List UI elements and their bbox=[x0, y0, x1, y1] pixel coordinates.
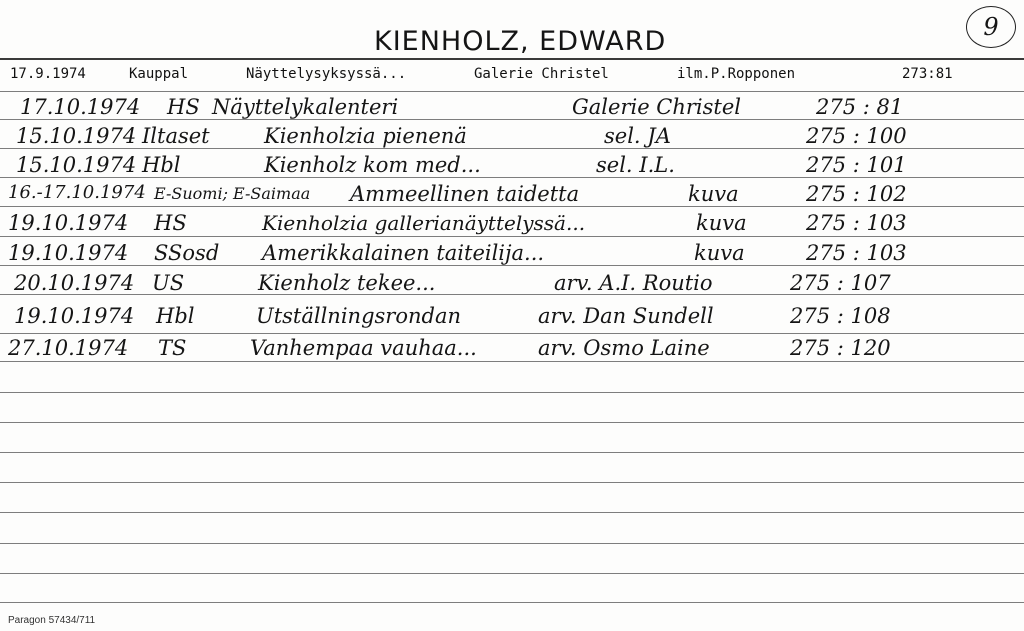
entry-date: 19.10.1974 bbox=[14, 304, 135, 328]
ruled-line bbox=[0, 543, 1024, 544]
entry-source: HS bbox=[154, 211, 187, 235]
entry-headline: Utställningsrondan bbox=[256, 304, 461, 328]
entry-ref: 275 : 103 bbox=[806, 211, 907, 235]
ruled-line bbox=[0, 573, 1024, 574]
typed-date: 17.9.1974 bbox=[10, 66, 86, 82]
entry-ref: 275 : 107 bbox=[790, 271, 891, 295]
entry-ref: 275 : 120 bbox=[790, 336, 891, 360]
header-rule bbox=[0, 58, 1024, 60]
card-title: KIENHOLZ, EDWARD bbox=[374, 26, 667, 57]
entry-note: kuva bbox=[696, 211, 747, 235]
entry-source: HS bbox=[167, 95, 200, 119]
entry-note: arv. Osmo Laine bbox=[538, 336, 710, 360]
entry-source: US bbox=[152, 271, 185, 295]
ruled-line bbox=[0, 119, 1024, 120]
entry-note: kuva bbox=[688, 182, 739, 206]
entry-note: kuva bbox=[694, 241, 745, 265]
entry-date: 19.10.1974 bbox=[8, 211, 129, 235]
ruled-line bbox=[0, 361, 1024, 362]
ruled-line bbox=[0, 148, 1024, 149]
ruled-line bbox=[0, 392, 1024, 393]
entry-date: 15.10.1974 bbox=[16, 124, 137, 148]
entry-headline: Ammeellinen taidetta bbox=[350, 182, 580, 206]
entry-ref: 275 : 100 bbox=[806, 124, 907, 148]
entry-source: Hbl bbox=[142, 153, 181, 177]
entry-date: 17.10.1974 bbox=[20, 95, 141, 119]
entry-note: arv. A.I. Routio bbox=[554, 271, 713, 295]
entry-note: sel. I.L. bbox=[596, 153, 675, 177]
typed-gallery: Galerie Christel bbox=[474, 66, 609, 82]
entry-headline: Vanhempaa vauhaa... bbox=[250, 336, 477, 360]
entry-source: Hbl bbox=[156, 304, 195, 328]
entry-ref: 275 : 81 bbox=[816, 95, 904, 119]
entry-headline: Amerikkalainen taiteilija... bbox=[262, 241, 545, 265]
ruled-line bbox=[0, 265, 1024, 266]
entry-ref: 275 : 103 bbox=[806, 241, 907, 265]
ruled-line bbox=[0, 512, 1024, 513]
entry-note: sel. JA bbox=[604, 124, 671, 148]
entry-headline: Kienholz tekee... bbox=[258, 271, 436, 295]
typed-headline: Näyttelysyksyssä... bbox=[246, 66, 407, 82]
entry-headline: Näyttelykalenteri bbox=[212, 95, 399, 119]
entry-source: SSosd bbox=[154, 241, 220, 265]
ruled-line bbox=[0, 452, 1024, 453]
ruled-line bbox=[0, 602, 1024, 603]
entry-ref: 275 : 108 bbox=[790, 304, 891, 328]
entry-headline: Kienholzia gallerianäyttelyssä... bbox=[262, 211, 586, 235]
ruled-line bbox=[0, 482, 1024, 483]
entry-ref: 275 : 101 bbox=[806, 153, 907, 177]
entry-source: Iltaset bbox=[142, 124, 210, 148]
entry-headline: Kienholz kom med... bbox=[264, 153, 481, 177]
entry-date: 27.10.1974 bbox=[8, 336, 129, 360]
entry-date: 15.10.1974 bbox=[16, 153, 137, 177]
entry-date: 19.10.1974 bbox=[8, 241, 129, 265]
ruled-line bbox=[0, 206, 1024, 207]
typed-ref: 273:81 bbox=[902, 66, 953, 82]
ruled-line bbox=[0, 236, 1024, 237]
ruled-line bbox=[0, 91, 1024, 92]
entry-headline: Kienholzia pienenä bbox=[264, 124, 467, 148]
entry-source: E-Suomi; E-Saimaa bbox=[154, 184, 311, 203]
typed-author: ilm.P.Ropponen bbox=[677, 66, 796, 82]
ruled-line bbox=[0, 422, 1024, 423]
entry-date: 20.10.1974 bbox=[14, 271, 135, 295]
card-printer-footer: Paragon 57434/711 bbox=[8, 615, 96, 626]
entry-source: TS bbox=[158, 336, 187, 360]
typed-paper: Kauppal bbox=[129, 66, 189, 82]
card-number-circle: 9 bbox=[966, 6, 1016, 48]
ruled-line bbox=[0, 333, 1024, 334]
entry-note: arv. Dan Sundell bbox=[538, 304, 714, 328]
ruled-line bbox=[0, 177, 1024, 178]
entry-ref: 275 : 102 bbox=[806, 182, 907, 206]
entry-note: Galerie Christel bbox=[572, 95, 742, 119]
entry-date: 16.-17.10.1974 bbox=[8, 182, 146, 203]
